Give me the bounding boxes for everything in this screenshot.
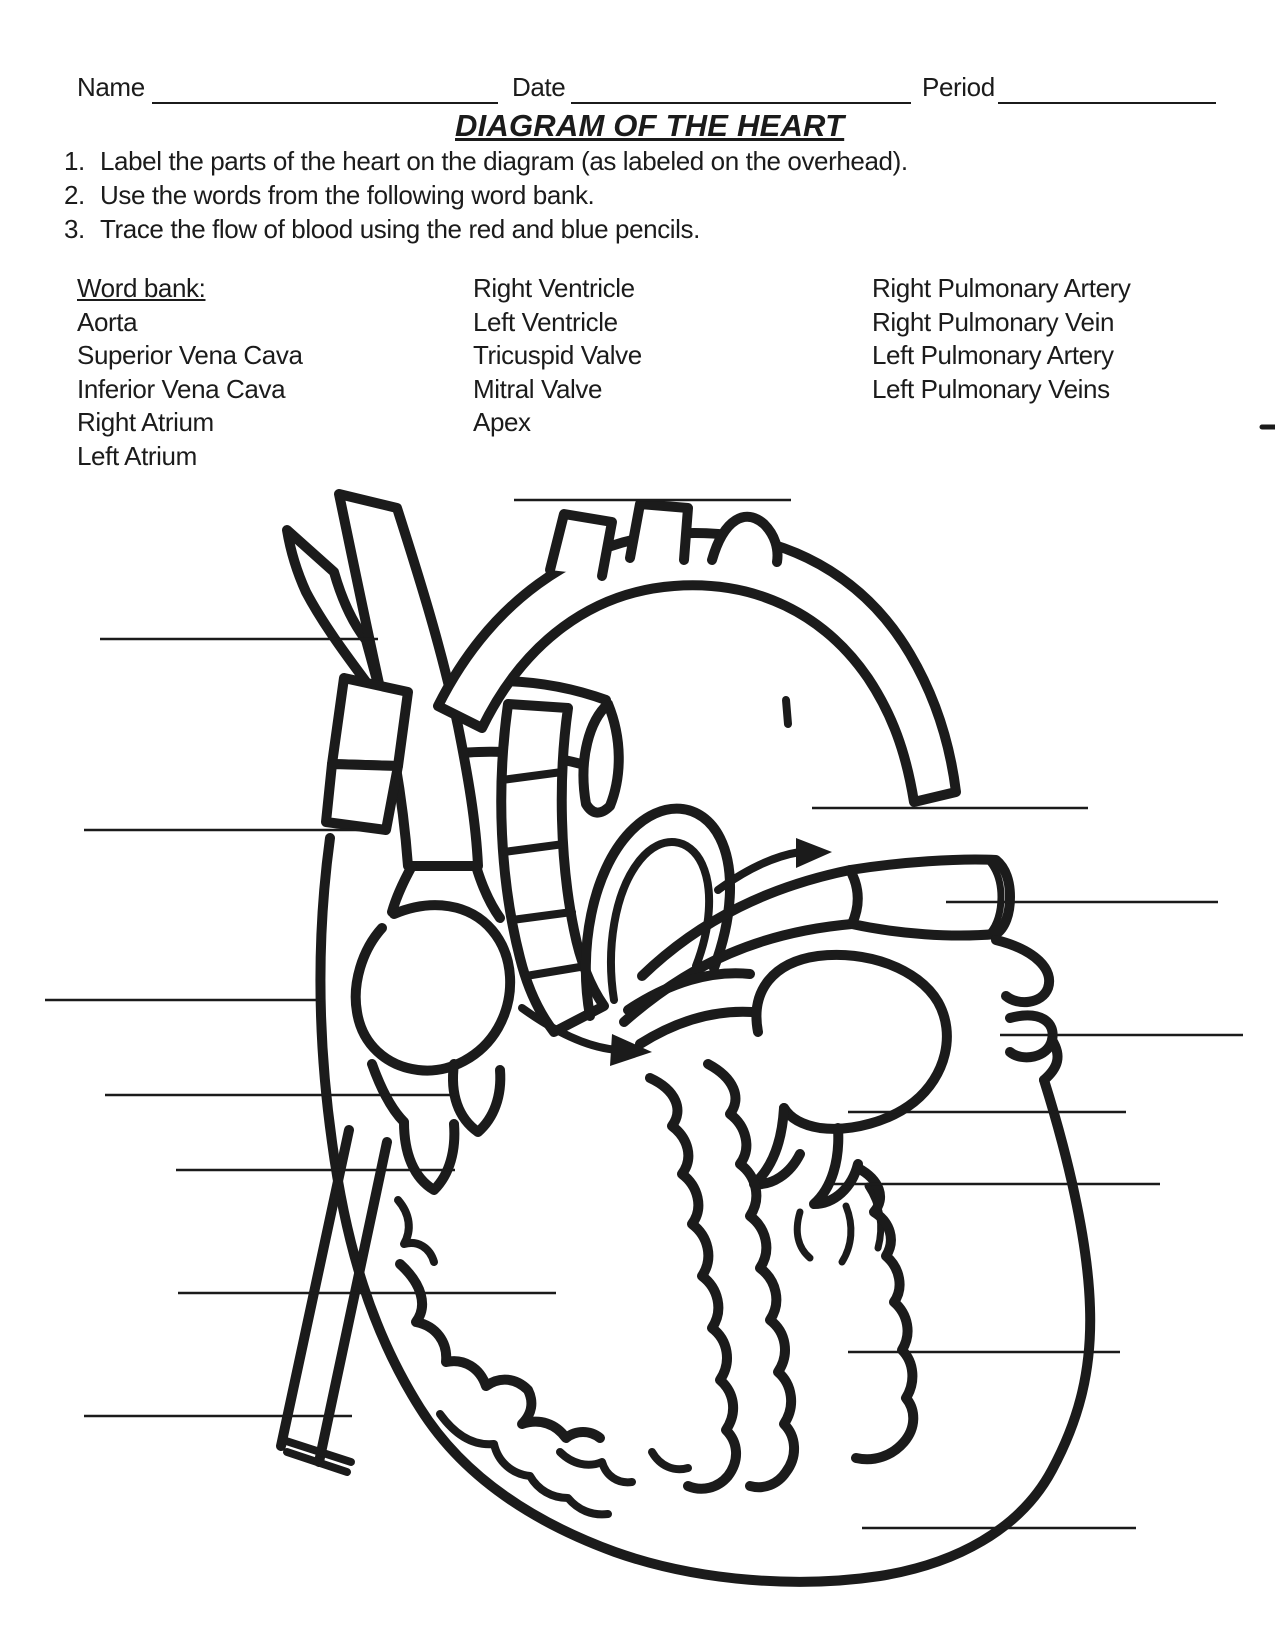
word-bank-item: Left Pulmonary Artery [872,340,1114,371]
word-bank-item: Tricuspid Valve [473,340,642,371]
instruction-number: 3. [64,214,85,244]
left-pulmonary-veins-art [996,940,1058,1080]
word-bank-item: Left Ventricle [473,306,618,337]
septum-art [650,1064,794,1489]
word-bank-heading: Word bank: [77,273,206,303]
instruction-text: Use the words from the following word bank. [100,180,595,210]
word-bank-item: Right Atrium [77,407,214,438]
tricuspid-valve-art [372,1008,652,1190]
date-label: Date [512,72,566,102]
instruction-number: 2. [64,180,85,210]
pulmonary-valve-art [586,809,832,1016]
word-bank-item: Inferior Vena Cava [77,373,286,404]
period-label: Period [922,72,995,102]
word-bank-item: Mitral Valve [473,373,603,404]
instruction-number: 1. [64,146,85,176]
page-title: DIAGRAM OF THE HEART [455,108,845,143]
right-atrium-art [356,905,510,1070]
word-bank-item: Left Atrium [77,440,197,471]
left-ventricle-wall-art [856,1168,913,1459]
right-ventricle-trabeculae-art [398,1200,688,1514]
word-bank-item: Apex [473,407,531,438]
instruction-text: Trace the flow of blood using the red and blue pencils. [100,214,700,244]
word-bank-item: Right Pulmonary Artery [872,273,1131,303]
instruction-text: Label the parts of the heart on the diagram (as labeled on the overhead). [100,146,908,176]
word-bank-item: Aorta [77,306,138,337]
word-bank-item: Right Ventricle [473,273,635,303]
answer-blanks [45,500,1243,1528]
right-pulmonary-artery-stubs-art [326,678,408,830]
word-bank-item: Left Pulmonary Veins [872,373,1110,404]
word-bank-item: Superior Vena Cava [77,340,303,371]
word-bank-item: Right Pulmonary Vein [872,306,1115,337]
heart-line-art [281,427,1275,1582]
name-label: Name [77,72,145,102]
left-pulmonary-artery-art [624,859,1010,1022]
